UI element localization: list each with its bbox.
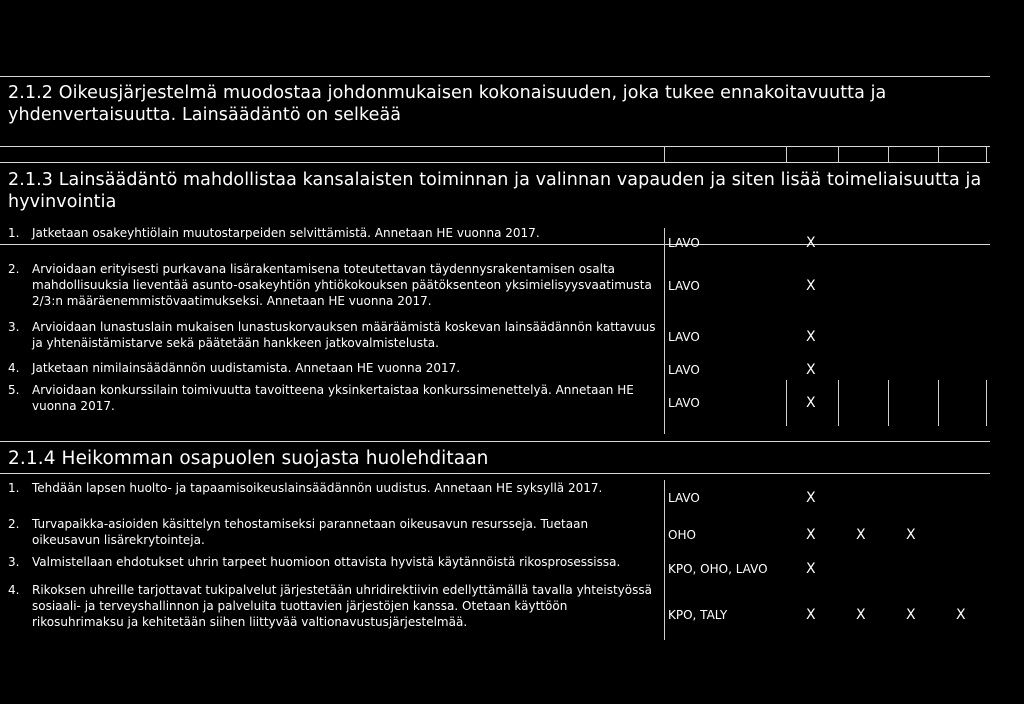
rule (0, 441, 990, 442)
item-number: 2. (8, 262, 20, 276)
column-guide (786, 380, 787, 426)
item-number: 1. (8, 226, 20, 240)
list-item (8, 319, 658, 351)
mark-cell: X (806, 362, 816, 378)
rule (0, 244, 990, 245)
section-heading: 2.1.3 Lainsäädäntö mahdollistaa kansalaisten toiminnan ja valinnan vapauden ja siten lisää toimeliaisuutta ja hyvinvointia (8, 170, 982, 212)
section-heading: 2.1.4 Heikomman osapuolen suojasta huolehditaan (8, 448, 489, 469)
item-number: 4. (8, 361, 20, 375)
column-guide (938, 146, 939, 162)
list-item (8, 516, 648, 548)
item-number: 3. (8, 320, 20, 334)
item-text: Valmistellaan ehdotukset uhrin tarpeet huomioon ottavista hyvistä käytännöistä rikosprosessissa. (32, 555, 621, 569)
mark-cell: X (956, 607, 966, 623)
responsible-cell: LAVO (668, 279, 700, 293)
item-text: Arvioidaan erityisesti purkavana lisärakentamisena toteutettavan täydennysrakentamisen osalta mahdollisuuksia lieventää asunto-osakeyhtiön yhtiökokouksen päätöksenteon yksimielisyysvaatimusta 2/3:n määräenemmistövaatimukseksi. Annetaan HE vuonna 2017. (32, 262, 652, 308)
column-guide (664, 146, 665, 162)
mark-cell: X (806, 278, 816, 294)
mark-cell: X (906, 527, 916, 543)
item-number: 5. (8, 383, 20, 397)
column-guide (938, 380, 939, 426)
item-text: Jatketaan nimilainsäädännön uudistamista. Annetaan HE vuonna 2017. (32, 361, 461, 375)
mark-cell: X (856, 527, 866, 543)
responsible-cell: OHO (668, 528, 696, 542)
responsible-cell: LAVO (668, 330, 700, 344)
responsible-cell: LAVO (668, 396, 700, 410)
mark-cell: X (806, 395, 816, 411)
column-guide (838, 146, 839, 162)
rule (0, 76, 990, 77)
responsible-cell: KPO, TALY (668, 608, 728, 622)
mark-cell: X (806, 527, 816, 543)
column-guide (986, 146, 987, 162)
list-item (8, 382, 658, 414)
mark-cell: X (906, 607, 916, 623)
responsible-cell: KPO, OHO, LAVO (668, 562, 768, 576)
item-text: Tehdään lapsen huolto- ja tapaamisoikeuslainsäädännön uudistus. Annetaan HE syksyllä 2017. (32, 481, 603, 495)
column-guide (664, 228, 665, 434)
column-guide (838, 380, 839, 426)
item-number: 4. (8, 583, 20, 597)
item-text: Turvapaikka-asioiden käsittelyn tehostamiseksi parannetaan oikeusavun resursseja. Tuetaan oikeusavun lisärekrytointeja. (32, 517, 589, 547)
item-number: 3. (8, 555, 20, 569)
list-item (8, 261, 658, 309)
mark-cell: X (806, 561, 816, 577)
rule (0, 162, 990, 163)
column-guide (888, 146, 889, 162)
list-item (8, 480, 648, 496)
item-number: 2. (8, 517, 20, 531)
mark-cell: X (806, 607, 816, 623)
column-guide (786, 146, 787, 162)
item-text: Rikoksen uhreille tarjottavat tukipalvelut järjestetään uhridirektiivin edellyttämällä tavalla yhteistyössä sosiaali- ja terveyshallinnon ja palveluita tuottavien järjestöjen kanssa. Otetaan käyttöön rikosuhrimaksu ja kehitetään siihen liittyvää valtionavustusjärjestelmää. (32, 583, 652, 629)
mark-cell: X (856, 607, 866, 623)
item-text: Arvioidaan lunastuslain mukaisen lunastuskorvauksen määräämistä koskevan lainsäädännön kattavuus ja yhtenäistämistarve sekä päätetään hankkeen jatkovalmistelusta. (32, 320, 656, 350)
rule (0, 146, 990, 147)
list-item (8, 360, 648, 376)
item-text: Arvioidaan konkurssilain toimivuutta tavoitteena yksinkertaistaa konkurssimenettelyä. Annetaan HE vuonna 2017. (32, 383, 634, 413)
column-guide (888, 380, 889, 426)
item-number: 1. (8, 481, 20, 495)
mark-cell: X (806, 329, 816, 345)
section-heading: 2.1.2 Oikeusjärjestelmä muodostaa johdonmukaisen kokonaisuuden, joka tukee ennakoitavuutta ja yhdenvertaisuutta. Lainsäädäntö on selkeää (8, 83, 887, 125)
responsible-cell: LAVO (668, 491, 700, 505)
list-item (8, 225, 648, 241)
mark-cell: X (806, 235, 816, 251)
responsible-cell: LAVO (668, 363, 700, 377)
mark-cell: X (806, 490, 816, 506)
responsible-cell: LAVO (668, 236, 700, 250)
list-item (8, 554, 648, 570)
column-guide (986, 380, 987, 426)
list-item (8, 582, 658, 630)
column-guide (664, 480, 665, 640)
rule (0, 473, 990, 474)
item-text: Jatketaan osakeyhtiölain muutostarpeiden selvittämistä. Annetaan HE vuonna 2017. (32, 226, 540, 240)
